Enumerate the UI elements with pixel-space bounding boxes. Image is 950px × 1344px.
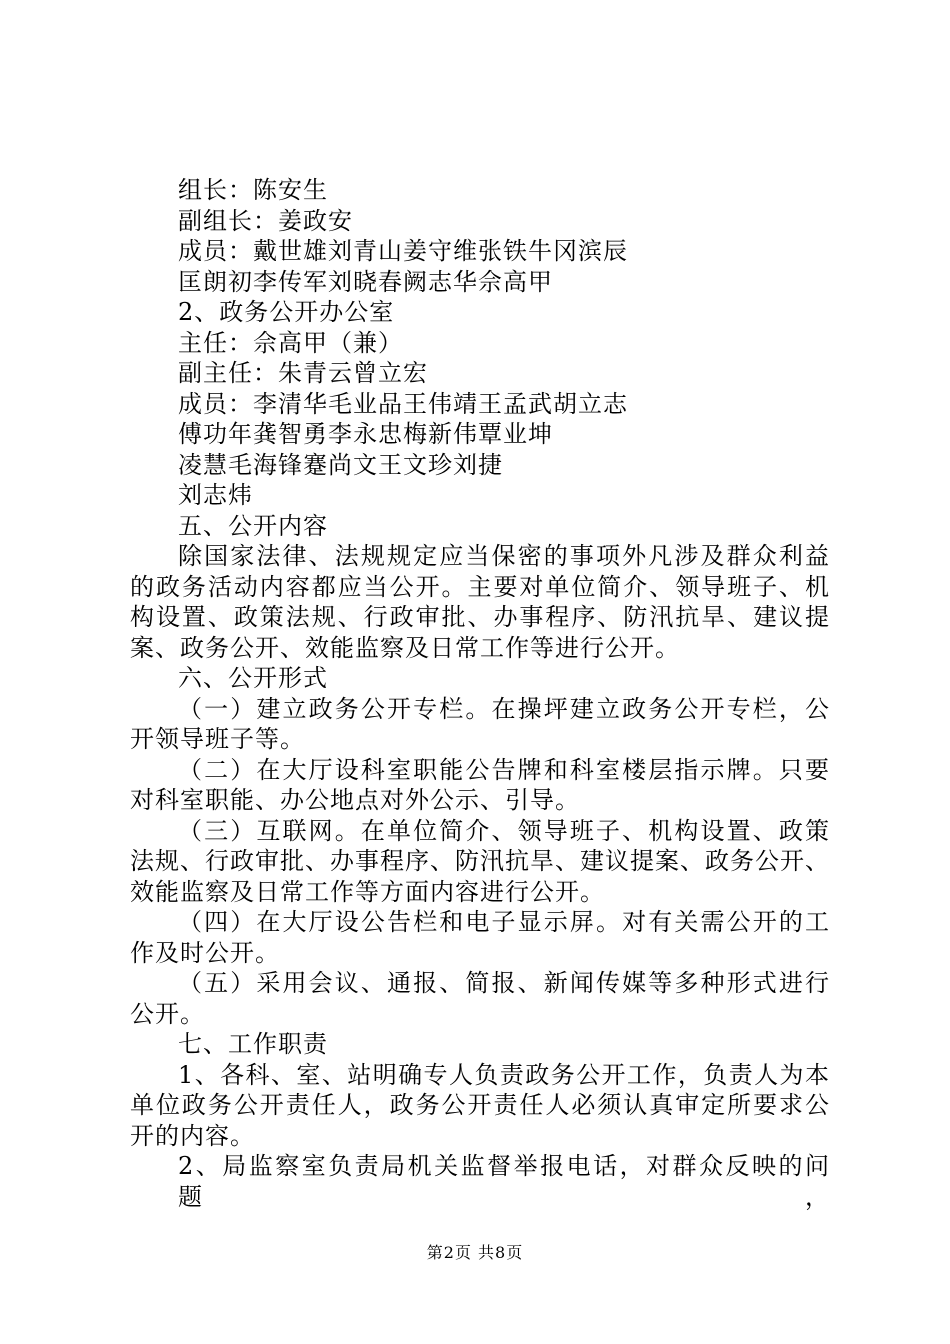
text-line: 组长：陈安生 — [178, 176, 328, 204]
text-line: 对科室职能、办公地点对外公示、引导。 — [130, 786, 580, 814]
text-line: 凌慧毛海锋蹇尚文王文珍刘捷 — [178, 450, 503, 479]
text-line: （二）在大厅设科室职能公告牌和科室楼层指示牌。只要 — [178, 755, 830, 784]
text-line: 构设置、政策法规、行政审批、办事程序、防汛抗旱、建议提 — [130, 603, 830, 631]
text-line: 匡朗初李传军刘晓春阙志华佘高甲 — [178, 267, 553, 296]
text-line: 单位政务公开责任人，政务公开责任人必须认真审定所要求公 — [130, 1091, 830, 1119]
text-line: 2、局监察室负责局机关监督举报电话，对群众反映的问题， — [178, 1152, 830, 1211]
text-line: 2、政务公开办公室 — [178, 298, 395, 326]
text-line: 副组长：姜政安 — [178, 206, 353, 235]
text-line: 开的内容。 — [130, 1121, 255, 1150]
page-footer: 第2页 共8页 — [426, 1243, 524, 1262]
text-line: 1、各科、室、站明确专人负责政务公开工作，负责人为本 — [178, 1060, 830, 1089]
text-line: 五、公开内容 — [178, 511, 328, 540]
text-line: 除国家法律、法规规定应当保密的事项外凡涉及群众利益 — [178, 542, 830, 570]
text-line: 案、政务公开、效能监察及日常工作等进行公开。 — [130, 633, 680, 662]
text-line: 成员：戴世雄刘青山姜守维张铁牛冈滨辰 — [178, 237, 628, 265]
text-line: 主任：佘高甲（兼） — [178, 328, 403, 357]
text-line: （五）采用会议、通报、简报、新闻传媒等多种形式进行 — [178, 969, 830, 997]
text-line: 刘志炜 — [178, 481, 253, 509]
text-line: 六、公开形式 — [178, 664, 328, 692]
text-line: 效能监察及日常工作等方面内容进行公开。 — [130, 877, 605, 906]
text-line: （三）互联网。在单位简介、领导班子、机构设置、政策 — [178, 816, 830, 845]
text-line: 成员：李清华毛业品王伟靖王孟武胡立志 — [178, 389, 628, 418]
text-line: 七、工作职责 — [178, 1030, 328, 1058]
text-line: 作及时公开。 — [130, 938, 280, 967]
text-line: 开领导班子等。 — [130, 725, 305, 753]
text-line: （四）在大厅设公告栏和电子显示屏。对有关需公开的工 — [178, 908, 830, 936]
text-line: 副主任：朱青云曾立宏 — [178, 359, 428, 387]
text-line: 公开。 — [130, 999, 205, 1028]
text-line: 法规、行政审批、办事程序、防汛抗旱、建议提案、政务公开、 — [130, 847, 830, 875]
text-line: （一）建立政务公开专栏。在操坪建立政务公开专栏，公 — [178, 694, 830, 723]
document-body — [130, 175, 830, 1211]
text-line: 傅功年龚智勇李永忠梅新伟覃业坤 — [178, 420, 553, 448]
text-line: 的政务活动内容都应当公开。主要对单位简介、领导班子、机 — [130, 572, 830, 601]
